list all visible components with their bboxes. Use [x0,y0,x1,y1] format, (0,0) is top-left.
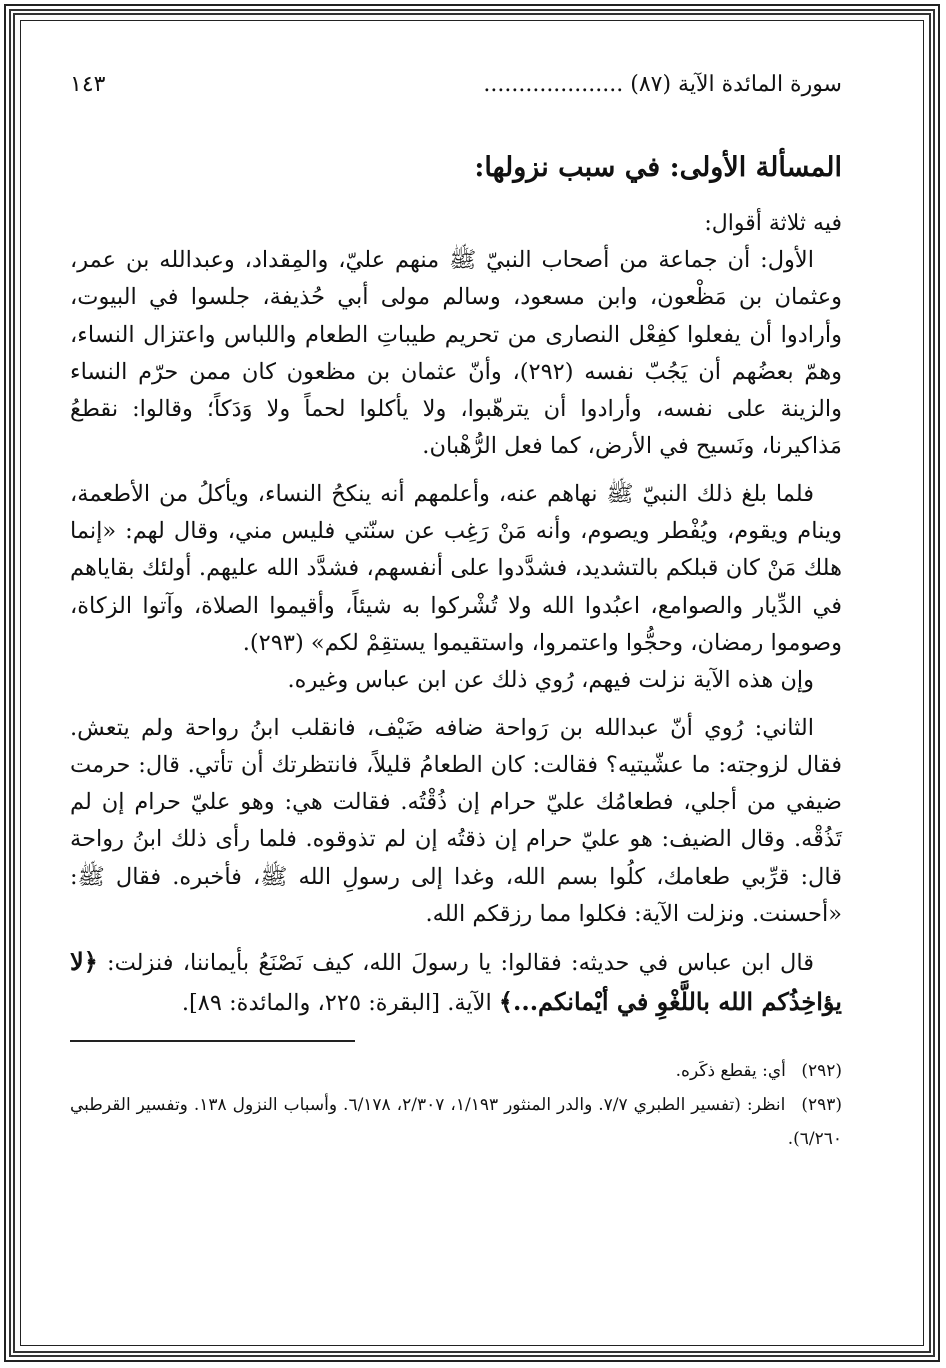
paragraph-ibn-abbas [70,943,842,1022]
quran-verse: ﴿لا يؤاخِذُكم الله باللَّغْوِ في أيْمانكم...﴾ [70,947,842,1016]
footnote-number: (٢٩٢) [801,1060,842,1081]
footnote-text: انظر: (تفسير الطبري ٧/٧. والدر المنثور ١/١٩٣، ٢/٣٠٧، ٦/١٧٨. وأسباب النزول ١٣٨. وتفسير القرطبي ٦/٢٦٠). [70,1094,842,1149]
paragraph-prophet-response: فلما بلغ ذلك النبيّ ﷺ نهاهم عنه، وأعلمهم أنه ينكحُ النساء، ويأكلُ من الأطعمة، وينام ويقوم، ويُفْطر ويصوم، وأنه مَنْ رَغِب عن سنّتي فليس مني، وقال لهم: «إنما هلك مَنْ كان قبلكم بالتشديد، فشدَّدوا على أنفسهم، فشدَّد الله عليهم. أولئك بقاياهم في الدِّيار والصوامع، اعبُدوا الله ولا تُشْركوا به شيئاً، وأقيموا الصلاة، وآتوا الزكاة، وصوموا رمضان، وحجُّوا واعتمروا، واستقيموا يستقِمْ لكم» (٢٩٣). [70,480,842,656]
footnote-number: (٢٩٣) [801,1094,843,1115]
paragraph-revelation-note: وإن هذه الآية نزلت فيهم، رُوي ذلك عن ابن عباس وغيره. [287,667,814,694]
section-title: المسألة الأولى: في سبب نزولها: [474,152,842,183]
footnote-292 [70,1054,842,1088]
surah-title: سورة المائدة الآية (٨٧) .................... [483,72,842,97]
ibn-abbas-text: قال ابن عباس في حديثه: فقالوا: يا رسولَ الله، كيف نَصْنَعُ بأيماننا، فنزلت: [106,950,815,977]
verse-reference: الآية. [البقرة: ٢٢٥، والمائدة: ٨٩]. [181,989,499,1016]
footnotes [70,1054,842,1156]
footnote-text: أي: يقطع ذكَره. [675,1060,786,1081]
paragraph-first-opinion: الأول: أن جماعة من أصحاب النبيّ ﷺ منهم عليّ، والمِقداد، وعبدالله بن عمر، وعثمان بن مَظْعون، وابن مسعود، وسالم مولى أبي حُذيفة، جلسوا في البيوت، وأرادوا أن يفعلوا كفِعْل النصارى من تحريم طيباتِ الطعام واللباس واعتزال النساء، وهمّ بعضُهم أن يَجُبّ نفسه (٢٩٢)، وأنّ عثمان بن مظعون كان ممن حرّم النساء والزينة على نفسه، وأرادوا أن يترهّبوا، ولا يأكلوا لحماً ولا وَدَكاً؛ وقالوا: نقطعُ مَذاكيرنا، ونَسيح في الأرض، كما فعل الرُّهْبان. [70,247,842,460]
footnote-divider [70,1040,355,1042]
page-number: ١٤٣ [70,72,106,97]
footnote-293 [70,1088,842,1156]
intro-line: فيه ثلاثة أقوال: [704,211,842,236]
running-header [70,72,842,112]
page-content [70,60,842,1156]
paragraph-second-opinion: الثاني: رُوي أنّ عبدالله بن رَواحة ضافه ضَيْف، فانقلب ابنُ رواحة ولم يتعش. فقال لزوجته: ما عشّيتيه؟ فقالت: كان الطعامُ قليلاً، فانتظرتك أن تأتي. قال: حرمت ضيفي من أجلي، فطعامُك عليّ حرام إن ذُقْتُه. فقالت هي: وهو عليّ حرام إن لم تَذُقْه. وقال الضيف: هو عليّ حرام إن ذقتُه إن لم تذوقوه. فلما رأى ذلك ابنُ رواحة قال: قرِّبي طعامك، كلُوا بسم الله، وغدا إلى رسولِ الله ﷺ، فأخبره. فقال ﷺ: «أحسنت. ونزلت الآية: فكلوا مما رزقكم الله. [70,714,842,928]
